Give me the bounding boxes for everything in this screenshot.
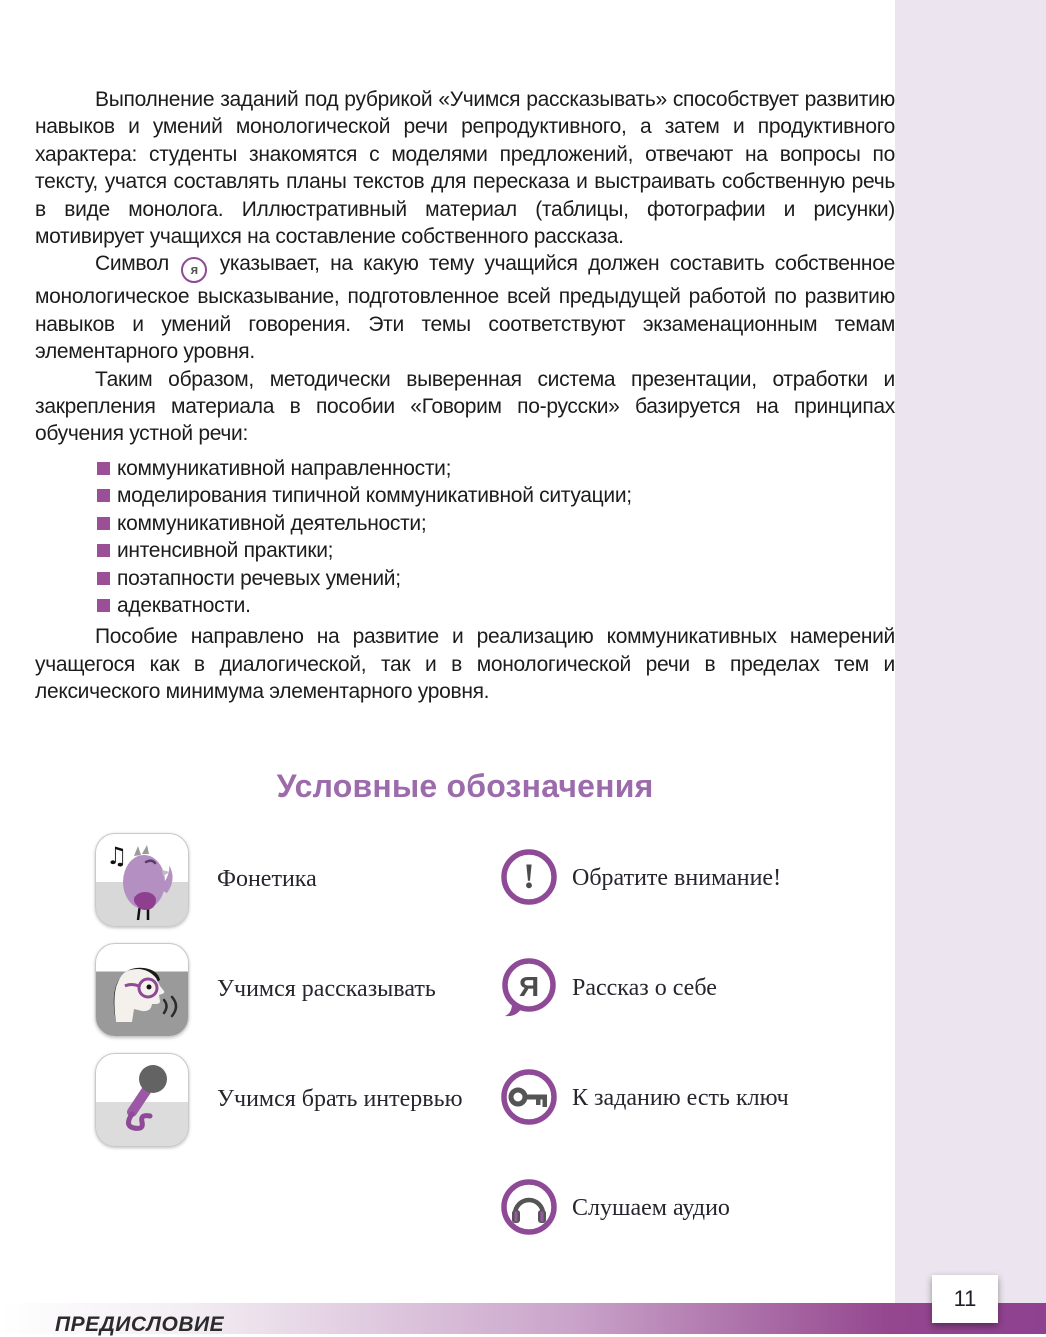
ya-speech-bubble-icon: [500, 958, 558, 1020]
list-item: интенсивной практики;: [35, 537, 895, 564]
principles-list: [35, 455, 895, 619]
legend-label: Обратите внимание!: [572, 865, 782, 892]
square-bullet-icon: [97, 572, 110, 585]
svg-text:Я: Я: [518, 970, 540, 1002]
list-item: коммуникативной направленности;: [35, 455, 895, 482]
legend-section: [35, 833, 895, 1273]
paragraph-2: [35, 250, 895, 365]
list-item: моделирования типичной коммуникативной ситуации;: [35, 482, 895, 509]
footer-chapter-label: ПРЕДИСЛОВИЕ: [55, 1313, 225, 1336]
page-side-strip: [895, 0, 1046, 1334]
microphone-icon: [95, 1053, 189, 1147]
svg-text:!: !: [523, 855, 535, 896]
legend-item-phonetics: [95, 833, 317, 927]
legend-item-key: [500, 1068, 789, 1130]
paragraph-1: Выполнение заданий под рубрикой «Учимся рассказывать» способствует развитию навыков и умений монологической речи репродуктивного, а затем и продуктивного характера: студенты знакомятся с моделями предложений, отвечают на вопросы по тексту, учатся составлять планы текстов для пересказа и выстраивать собственную речь в виде монолога. Иллюстративный материал (таблицы, фотографии и рисунки) мотивирует учащихся на составление собственного рассказа.: [35, 88, 895, 249]
square-bullet-icon: [97, 462, 110, 475]
legend-label: Фонетика: [217, 866, 317, 893]
square-bullet-icon: [97, 489, 110, 502]
legend-item-storytelling: [95, 943, 436, 1037]
legend-title: Условные обозначения: [276, 767, 654, 804]
ya-inline-icon: я: [181, 257, 207, 283]
legend-label: Рассказ о себе: [572, 975, 717, 1002]
paragraph-2-after: указывает, на какую тему учащийся должен составить собственное монологическое высказывание, подготовленное всей предыдущей работой по развитию навыков и умений говорения. Эти темы соответствуют экзаменационным темам элементарного уровня.: [35, 252, 895, 364]
page-number: 11: [932, 1275, 998, 1323]
exclamation-icon: [500, 848, 558, 910]
paragraph-2-before: Символ: [95, 252, 169, 276]
legend-label: Слушаем аудио: [572, 1195, 730, 1222]
svg-text:♫: ♫: [106, 841, 128, 870]
legend-item-audio: [500, 1178, 730, 1240]
legend-item-interview: [95, 1053, 463, 1147]
legend-label: Учимся брать интервью: [217, 1086, 463, 1113]
key-icon: [500, 1068, 558, 1130]
list-item: поэтапности речевых умений;: [35, 565, 895, 592]
speaking-face-icon: [95, 943, 189, 1037]
paragraph-3: Таким образом, методически выверенная система презентации, отработки и закрепления материала в пособии «Говорим по-русски» базируется на принципах обучения устной речи:: [35, 367, 895, 446]
list-item: коммуникативной деятельности;: [35, 510, 895, 537]
legend-item-about-me: [500, 958, 717, 1020]
square-bullet-icon: [97, 544, 110, 557]
singing-bird-icon: [95, 833, 189, 927]
square-bullet-icon: [97, 599, 110, 612]
legend-label: Учимся рассказывать: [217, 976, 436, 1003]
square-bullet-icon: [97, 517, 110, 530]
list-item: адекватности.: [35, 592, 895, 619]
legend-item-attention: [500, 848, 781, 910]
legend-label: К заданию есть ключ: [572, 1085, 789, 1112]
headphones-icon: [500, 1178, 558, 1240]
paragraph-4: Пособие направлено на развитие и реализацию коммуникативных намерений учащегося как в диалогической, так и в монологической речи в пределах тем и лексического минимума элементарного уровня.: [35, 625, 895, 704]
